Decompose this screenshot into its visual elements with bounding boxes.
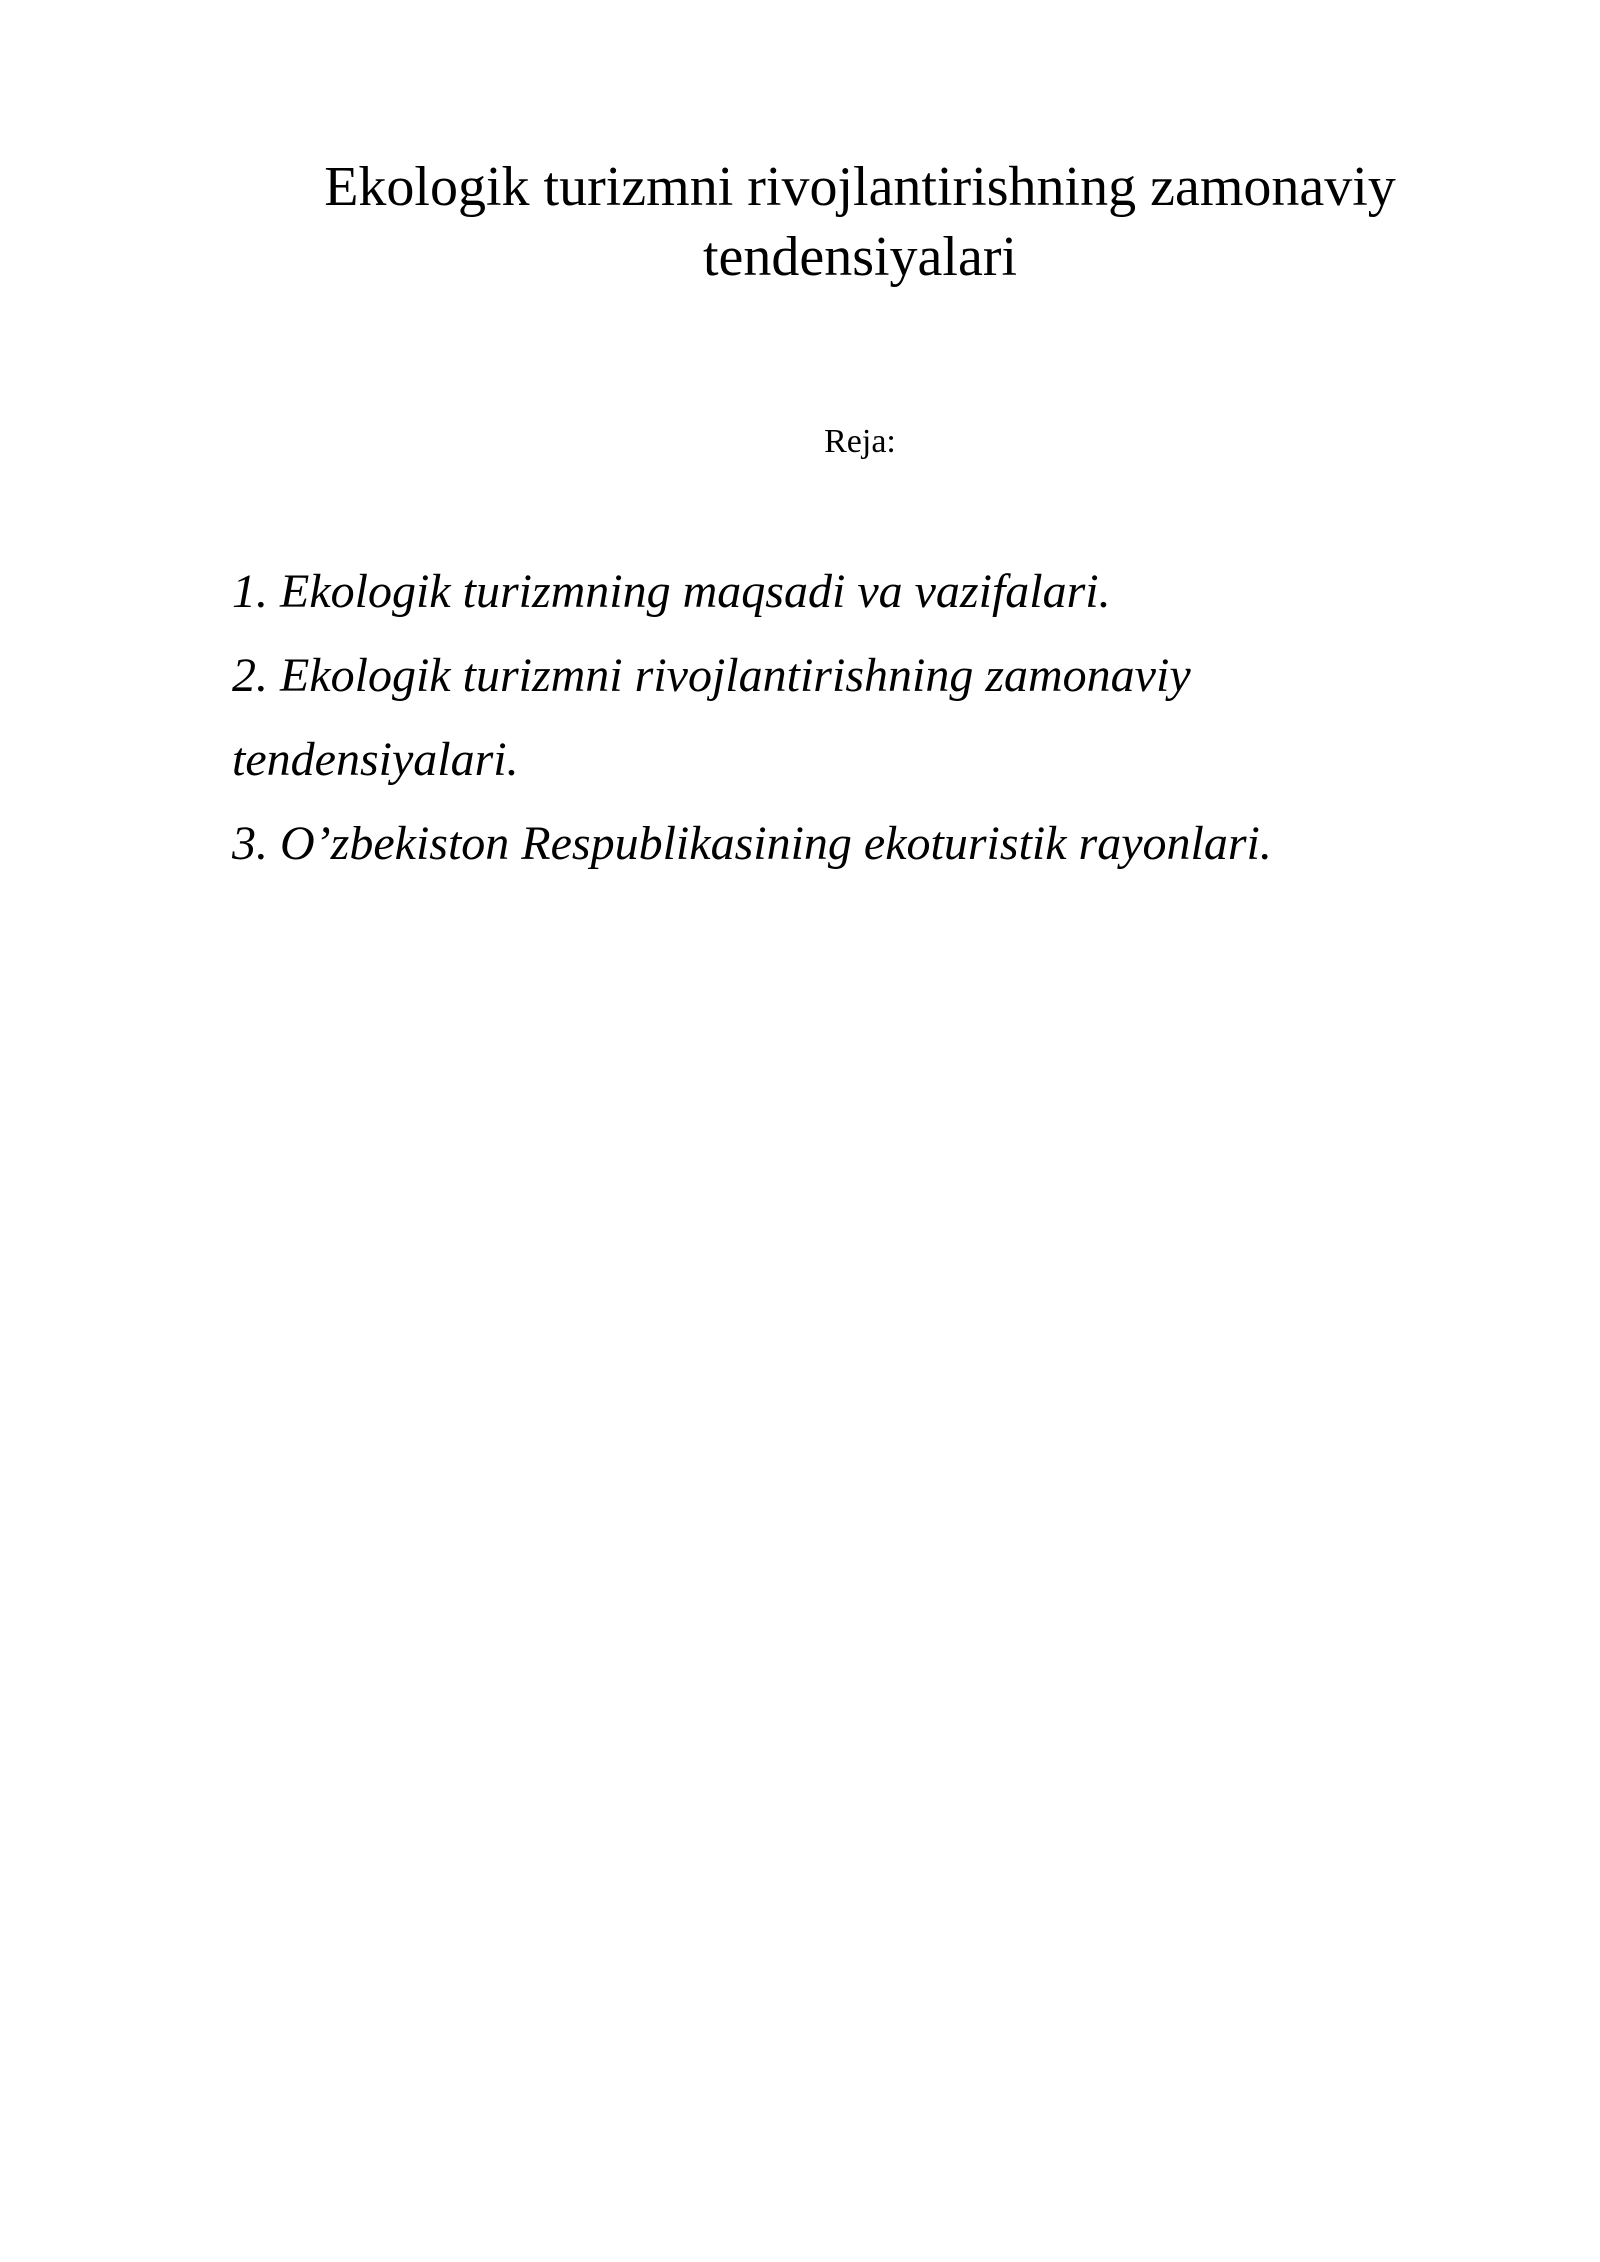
plan-item-2-continuation: tendensiyalari. [232, 733, 519, 786]
document-title [250, 152, 1470, 292]
plan-item-1: 1. Ekologik turizmning maqsadi va vazifalari. [232, 565, 1111, 618]
document-title-line-2: tendensiyalari [702, 226, 1018, 288]
plan-item-2: 2. Ekologik turizmni rivojlantirishning zamonaviy [232, 649, 1191, 702]
document-title-line-1: Ekologik turizmni rivojlantirishning zamonaviy [324, 156, 1396, 218]
plan-heading: Reja: [824, 423, 896, 460]
plan-item-3: 3. O’zbekiston Respublikasining ekoturistik rayonlari. [232, 817, 1272, 870]
plan-list [232, 550, 1432, 886]
